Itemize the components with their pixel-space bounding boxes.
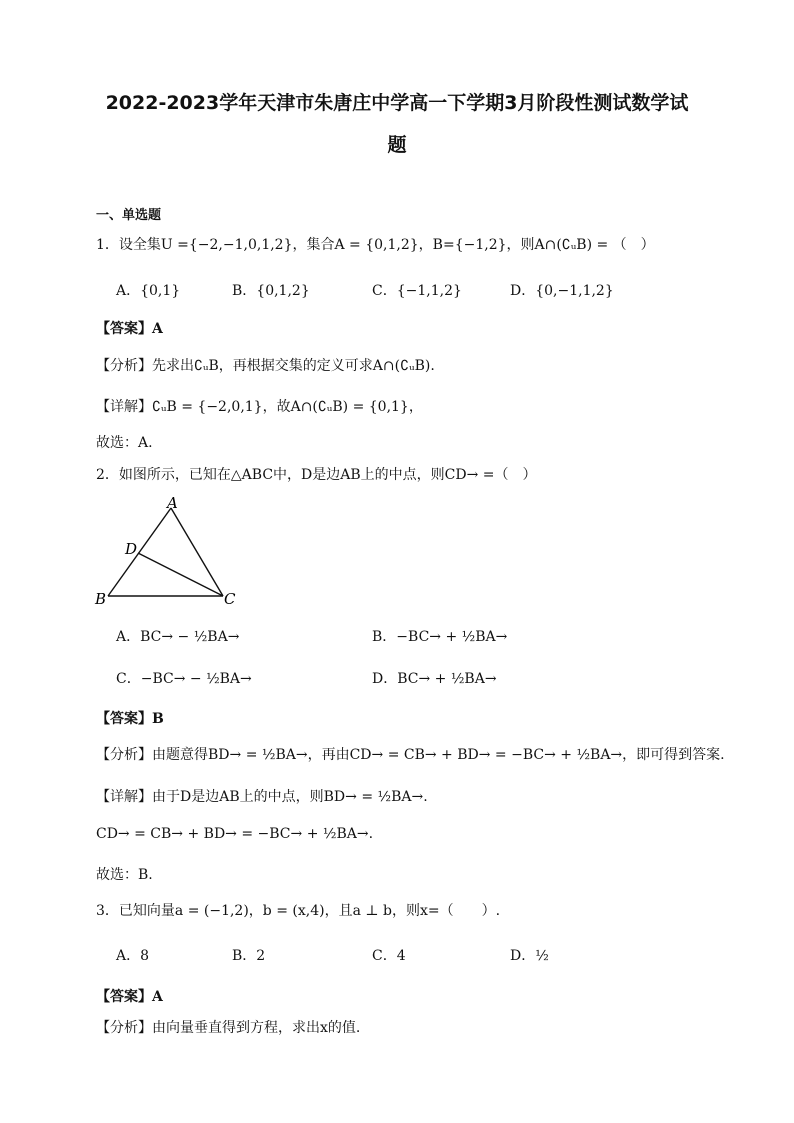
q3-option-a: A．8 — [116, 948, 150, 964]
q2-detail: 【详解】由于D是边AB上的中点，则BD→ = ½BA→. — [96, 789, 428, 805]
q2-stem: 2．如图所示，已知在△ABC中，D是边AB上的中点，则CD→ =（ ） — [96, 467, 537, 483]
vertex-label-d: D — [125, 540, 138, 558]
page-title: 2022-2023学年天津市朱唐庄中学高一下学期3月阶段性测试数学试 — [105, 92, 689, 114]
q2-option-c: C．−BC→ − ½BA→ — [116, 671, 252, 687]
q2-detail-continued: CD→ = CB→ + BD→ = −BC→ + ½BA→. — [96, 826, 374, 842]
q1-option-a: A．{0,1} — [116, 283, 181, 299]
q2-analysis: 【分析】由题意得BD→ = ½BA→，再由CD→ = CB→ + BD→ = −BC→ + ½BA→，即可得到答案. — [96, 747, 725, 763]
q2-option-a: A．BC→ − ½BA→ — [116, 629, 240, 645]
q2-option-d: D．BC→ + ½BA→ — [372, 671, 497, 687]
q1-option-d: D．{0,−1,1,2} — [510, 283, 614, 299]
q3-option-c: C．4 — [372, 948, 406, 964]
q3-option-d: D．½ — [510, 948, 549, 964]
section-heading: 一、单选题 — [96, 208, 162, 223]
q1-detail: 【详解】∁ᵤB = {−2,0,1}，故A∩(∁ᵤB) = {0,1}， — [96, 399, 423, 415]
q1-option-b: B．{0,1,2} — [232, 283, 310, 299]
vertex-label-c: C — [224, 590, 236, 608]
q2-answer: 【答案】B — [96, 711, 164, 727]
q3-stem: 3．已知向量a = (−1,2)，b = (x,4)，且a ⊥ b，则x=（ ）. — [96, 903, 501, 919]
q1-analysis: 【分析】先求出∁ᵤB，再根据交集的定义可求A∩(∁ᵤB). — [96, 358, 435, 374]
q1-choose: 故选：A. — [96, 435, 153, 451]
q1-stem: 1．设全集U ={−2,−1,0,1,2}，集合A = {0,1,2}，B={−1,2}，则A∩(∁ᵤB) = （ ） — [96, 237, 655, 253]
vertex-label-a: A — [167, 494, 178, 512]
triangle-figure — [90, 494, 250, 612]
q2-option-b: B．−BC→ + ½BA→ — [372, 629, 508, 645]
q3-option-b: B．2 — [232, 948, 266, 964]
q1-option-c: C．{−1,1,2} — [372, 283, 462, 299]
q2-choose: 故选：B. — [96, 867, 153, 883]
q3-answer: 【答案】A — [96, 989, 163, 1005]
vertex-label-b: B — [95, 590, 107, 608]
page-title-continued: 题 — [387, 134, 407, 156]
q3-analysis: 【分析】由向量垂直得到方程，求出x的值. — [96, 1020, 361, 1036]
q1-answer: 【答案】A — [96, 321, 163, 337]
